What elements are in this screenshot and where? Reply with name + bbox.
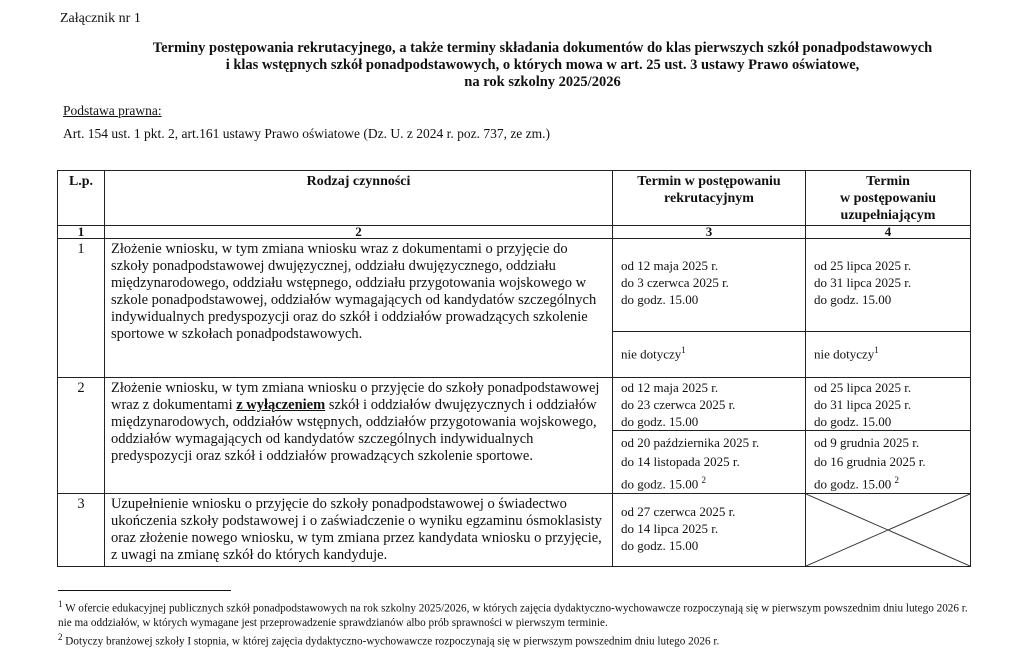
date-line xyxy=(814,471,970,493)
date-line: do 3 czerwca 2025 r. xyxy=(621,275,729,290)
row-number: 1 xyxy=(58,239,105,378)
header-recruitment-line-2: rekrutacyjnym xyxy=(664,191,754,206)
date-line: od 12 maja 2025 r. xyxy=(621,380,719,395)
recruitment-dates xyxy=(613,239,806,332)
description-text: Złożenie wniosku, w tym zmiana wniosku o przyjęcie do szkoły ponadpodstawowej wraz z dokumentami xyxy=(111,380,600,413)
row-description: Złożenie wniosku, w tym zmiana wniosku wraz z dokumentami o przyjęcie do szkoły ponadpodstawowej dwujęzycznej, oddziału dwujęzycznego, oddziału międzynarodowego, oddziału wstępnego, oddziału przygotowania wojskowego w szkole ponadpodstawowej, oddziałów wymagających od kandydatów szczególnych indywidualnych predyspozycji oraz do szkół i oddziałów prowadzących szkolenie sportowe w szkołach ponadpodstawowych. xyxy=(105,239,613,378)
footnote-1 xyxy=(58,597,968,630)
header-supplementary-line-1: Termin xyxy=(866,174,910,189)
description-text: szkół i oddziałów dwujęzycznych i oddziałów międzynarodowych, oddziałów wstępnych, oddziałów przygotowania wojskowego, oddziałów wymagających od kandydatów szczególnych indywidualnych predyspozycji oraz szkół i oddziałów prowadzących szkolenie sportowe. xyxy=(111,397,597,464)
not-applicable-text: nie dotyczy xyxy=(621,346,682,362)
column-number: 3 xyxy=(613,226,806,239)
footnote-2 xyxy=(58,630,968,649)
footnote-text: W ofercie edukacyjnej publicznych szkół ponadpodstawowych na rok szkolny 2025/2026, w których zajęcia dydaktyczno-wychowawcze rozpoczynają się w pierwszym powszednim dniu lutego 2026 r. nie ma oddziałów, w których wymagane jest przeprowadzenie sprawdzianów albo prób sprawności w pierwszym terminie. xyxy=(58,602,968,629)
footnote-mark: 1 xyxy=(58,599,63,609)
date-line: od 9 grudnia 2025 r. xyxy=(814,435,920,450)
legal-basis-label: Podstawa prawna: xyxy=(63,103,162,118)
date-line: do godz. 15.00 xyxy=(814,292,892,307)
recruitment-not-applicable xyxy=(613,332,806,378)
date-line: od 25 lipca 2025 r. xyxy=(814,380,912,395)
title-line-1: Terminy postępowania rekrutacyjnego, a także terminy składania dokumentów do klas pierwszych szkół ponadpodstawowych xyxy=(152,40,933,56)
legal-basis-text: Art. 154 ust. 1 pkt. 2, art.161 ustawy Prawo oświatowe (Dz. U. z 2024 r. poz. 737, ze zm.) xyxy=(63,126,551,141)
not-applicable-text: nie dotyczy xyxy=(814,346,875,362)
header-activity-type: Rodzaj czynności xyxy=(105,171,613,226)
date-line: do godz. 15.00 xyxy=(621,414,699,429)
column-number-row xyxy=(58,226,971,239)
table-row xyxy=(58,494,971,567)
cross-out-mark xyxy=(806,494,970,566)
date-line: do godz. 15.00 xyxy=(621,538,699,554)
annex-label: Załącznik nr 1 xyxy=(60,11,141,26)
footnote-separator xyxy=(58,590,231,591)
footnote-text: Dotyczy branżowej szkoły I stopnia, w której zajęcia dydaktyczno-wychowawcze rozpoczynają się w pierwszym powszednim dniu lutego 2026 r. xyxy=(62,635,720,648)
date-line: do 14 listopada 2025 r. xyxy=(621,454,740,469)
date-line xyxy=(621,471,805,493)
date-line: do godz. 15.00 xyxy=(621,292,699,307)
footnote-mark: 2 xyxy=(58,631,63,642)
supplementary-dates xyxy=(806,239,971,332)
date-line: do 23 czerwca 2025 r. xyxy=(621,397,736,412)
row-number: 2 xyxy=(58,378,105,494)
date-line: do 14 lipca 2025 r. xyxy=(621,521,719,537)
header-lp: L.p. xyxy=(58,171,105,226)
schedule-table xyxy=(57,170,971,567)
date-line: od 27 czerwca 2025 r. xyxy=(621,504,736,520)
supplementary-not-applicable xyxy=(806,332,971,378)
date-line: do godz. 15.00 xyxy=(814,414,892,429)
date-line: do 31 lipca 2025 r. xyxy=(814,397,912,412)
title-line-2: i klas wstępnych szkół ponadpodstawowych, o których mowa w art. 25 ust. 3 ustawy Prawo oświatowe, xyxy=(225,57,860,73)
date-line: do 31 lipca 2025 r. xyxy=(814,275,912,290)
date-line: od 20 października 2025 r. xyxy=(621,435,760,450)
date-line: od 12 maja 2025 r. xyxy=(621,258,719,273)
column-number: 1 xyxy=(58,226,105,239)
footnote-ref: 1 xyxy=(681,345,686,355)
header-supplementary-term xyxy=(806,171,971,226)
table-row xyxy=(58,378,971,431)
not-applicable-crossed-cell xyxy=(806,494,971,567)
supplementary-dates-secondary xyxy=(806,431,971,494)
header-supplementary-line-3: uzupełniającym xyxy=(840,208,936,223)
header-row xyxy=(58,171,971,226)
header-recruitment-term xyxy=(613,171,806,226)
date-text: do godz. 15.00 xyxy=(814,476,895,492)
supplementary-dates xyxy=(806,378,971,431)
column-number: 2 xyxy=(105,226,613,239)
recruitment-dates xyxy=(613,494,806,567)
footnote-ref: 2 xyxy=(701,475,707,485)
footnote-ref: 2 xyxy=(894,475,900,485)
exclusion-emphasis: z wyłączeniem xyxy=(236,397,326,413)
recruitment-dates xyxy=(613,378,806,431)
row-description: Uzupełnienie wniosku o przyjęcie do szkoły ponadpodstawowej o świadectwo ukończenia szkoły podstawowej i o zaświadczenie o wyniku egzaminu ósmoklasisty oraz złożenie nowego wniosku, w tym zmiana przez kandydata wniosku o przyjęcie, z uwagi na zmianę szkół do których kandyduje. xyxy=(105,494,613,567)
footnote-ref: 1 xyxy=(874,345,879,355)
date-text: do godz. 15.00 xyxy=(621,476,702,492)
row-number: 3 xyxy=(58,494,105,567)
date-line: do 16 grudnia 2025 r. xyxy=(814,454,926,469)
document-title xyxy=(60,40,1024,91)
footnotes xyxy=(58,597,968,648)
column-number: 4 xyxy=(806,226,971,239)
table-row xyxy=(58,239,971,332)
header-recruitment-line-1: Termin w postępowaniu xyxy=(637,174,781,189)
header-supplementary-line-2: w postępowaniu xyxy=(839,191,937,206)
row-description xyxy=(105,378,613,494)
date-line: od 25 lipca 2025 r. xyxy=(814,258,912,273)
title-line-3: na rok szkolny 2025/2026 xyxy=(464,74,621,90)
recruitment-dates-secondary xyxy=(613,431,806,494)
